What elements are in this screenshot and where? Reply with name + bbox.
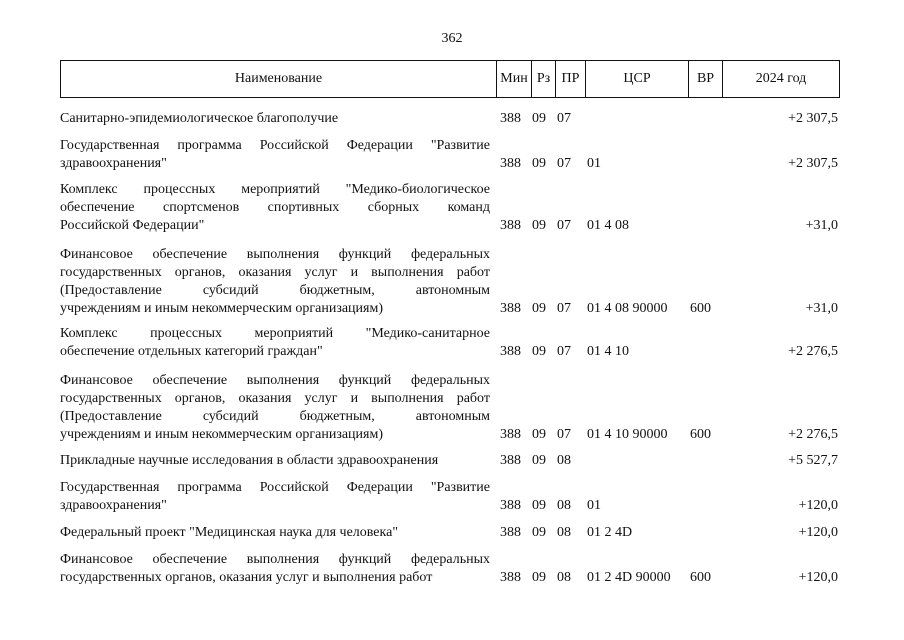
row-amount: +5 527,7 [788,453,838,468]
row-csr: 01 4 10 90000 [587,427,668,442]
header-rz: Рз [532,61,556,97]
row-min: 388 [500,525,521,540]
row-name-line: государственных органов, оказания услуг и выполнения работ [60,265,490,280]
row-name-line: (Предоставление субсидий бюджетным, автономным [60,409,490,424]
row-name-line: (Предоставление субсидий бюджетным, автономным [60,283,490,298]
row-rz: 09 [532,156,546,171]
row-name-line: учреждениям и иным некоммерческим организациям) [60,427,384,442]
row-name-line: обеспечение отдельных категорий граждан" [60,344,323,359]
row-pr: 08 [557,498,571,513]
row-csr: 01 2 4D 90000 [587,570,671,585]
row-name-line: здравоохранения" [60,156,167,171]
row-rz: 09 [532,570,546,585]
row-name-line: Финансовое обеспечение выполнения функций федеральных [60,552,490,567]
row-name-line: Государственная программа Российской Федерации "Развитие [60,480,490,495]
row-amount: +31,0 [805,218,838,233]
row-pr: 07 [557,156,571,171]
row-pr: 07 [557,301,571,316]
row-name-line: Финансовое обеспечение выполнения функций федеральных [60,247,490,262]
row-pr: 07 [557,344,571,359]
row-name [60,325,490,361]
row-min: 388 [500,156,521,171]
row-name-line: государственных органов, оказания услуг и выполнения работ [60,391,490,406]
row-amount: +2 307,5 [788,111,838,126]
page-number: 362 [441,31,463,46]
row-vr: 600 [690,427,711,442]
row-name-line: учреждениям и иным некоммерческим организациям) [60,301,384,316]
row-rz: 09 [532,453,546,468]
row-name-line: Прикладные научные исследования в области здравоохранения [60,453,439,468]
row-name [60,372,490,444]
row-min: 388 [500,570,521,585]
table-header [60,60,840,98]
row-name [60,137,490,173]
row-name [60,452,490,470]
row-min: 388 [500,344,521,359]
row-vr: 600 [690,301,711,316]
header-year: 2024 год [755,71,807,86]
row-name [60,246,490,318]
row-name-line: Российской Федерации" [60,218,205,233]
row-pr: 08 [557,525,571,540]
row-rz: 09 [532,498,546,513]
row-name [60,524,490,542]
row-pr: 07 [557,111,571,126]
row-csr: 01 4 08 90000 [587,301,668,316]
row-min: 388 [500,111,521,126]
header-pr: ПР [556,61,586,97]
row-name [60,551,490,587]
row-min: 388 [500,218,521,233]
row-amount: +2 276,5 [788,344,838,359]
row-name-line: здравоохранения" [60,498,167,513]
row-pr: 07 [557,427,571,442]
header-name: Наименование [61,61,497,97]
row-csr: 01 [587,156,601,171]
row-name-line: Комплекс процессных мероприятий "Медико-биологическое [60,182,490,197]
row-amount: +120,0 [798,498,838,513]
header-min: Мин [497,61,532,97]
row-rz: 09 [532,525,546,540]
row-name-line: Федеральный проект "Медицинская наука для человека" [60,525,399,540]
row-pr: 08 [557,453,571,468]
row-pr: 08 [557,570,571,585]
row-amount: +2 307,5 [788,156,838,171]
row-amount: +2 276,5 [788,427,838,442]
row-name [60,479,490,515]
row-name-line: Комплекс процессных мероприятий "Медико-санитарное [60,326,490,341]
row-min: 388 [500,453,521,468]
row-name [60,181,490,235]
row-rz: 09 [532,344,546,359]
row-amount: +120,0 [798,525,838,540]
header-csr: ЦСР [586,61,689,97]
header-vr: ВР [689,61,723,97]
row-amount: +120,0 [798,570,838,585]
row-csr: 01 4 10 [587,344,629,359]
row-min: 388 [500,498,521,513]
row-name-line: Финансовое обеспечение выполнения функций федеральных [60,373,490,388]
row-csr: 01 [587,498,601,513]
row-name-line: государственных органов, оказания услуг и выполнения работ [60,570,433,585]
row-csr: 01 2 4D [587,525,633,540]
row-name [60,110,490,128]
row-rz: 09 [532,218,546,233]
row-amount: +31,0 [805,301,838,316]
row-rz: 09 [532,427,546,442]
row-name-line: Государственная программа Российской Федерации "Развитие [60,138,490,153]
row-name-line: обеспечение спортсменов спортивных сборных команд [60,200,490,215]
row-name-line: Санитарно-эпидемиологическое благополучие [60,111,339,126]
row-pr: 07 [557,218,571,233]
row-min: 388 [500,427,521,442]
row-rz: 09 [532,301,546,316]
row-vr: 600 [690,570,711,585]
row-min: 388 [500,301,521,316]
row-rz: 09 [532,111,546,126]
row-csr: 01 4 08 [587,218,629,233]
